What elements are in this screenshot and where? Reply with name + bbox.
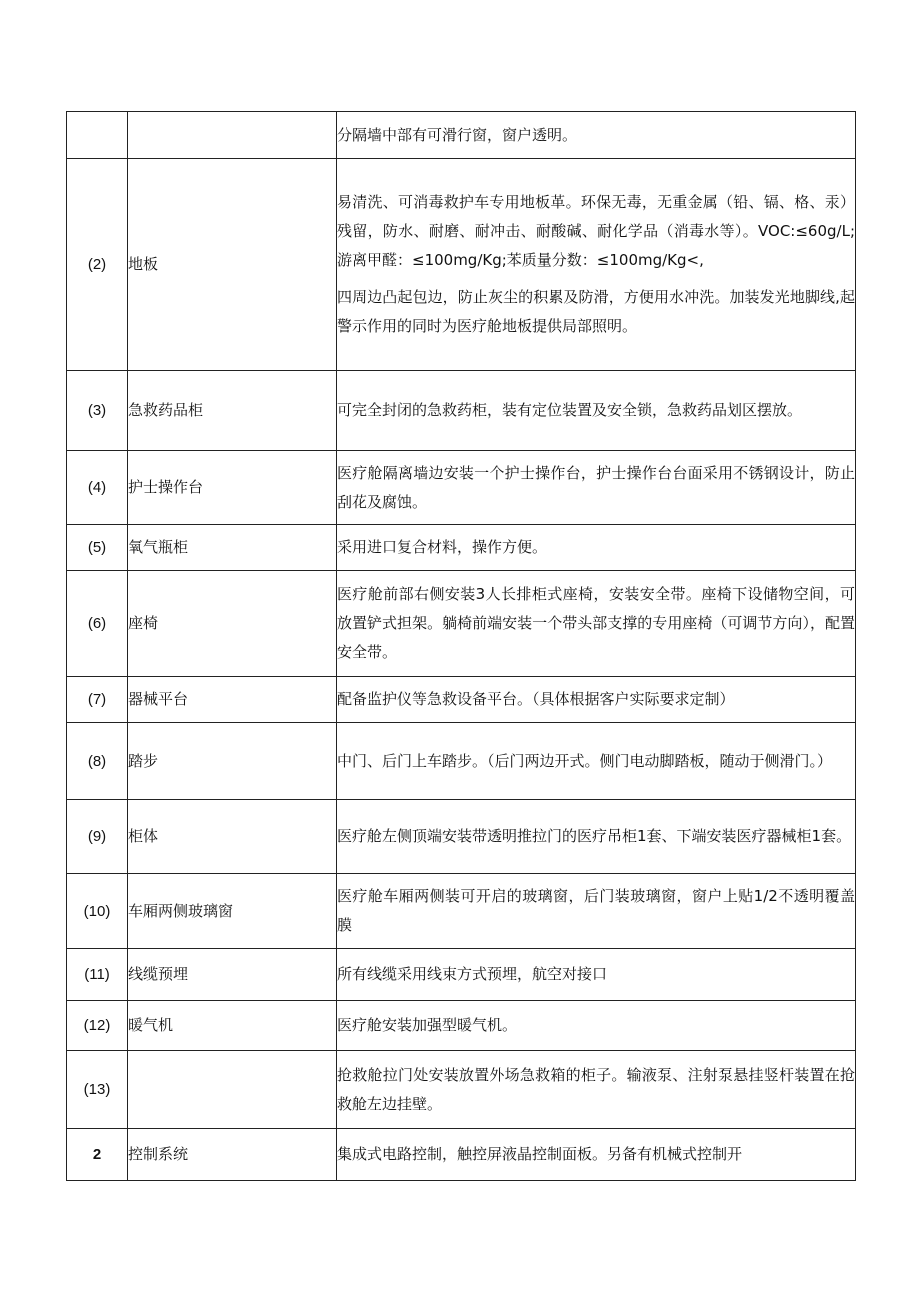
description-paragraph: 配备监护仪等急救设备平台。（具体根据客户实际要求定制） <box>337 690 735 708</box>
description-paragraph: 集成式电路控制，触控屏液晶控制面板。另备有机械式控制开 <box>337 1145 743 1163</box>
item-description <box>337 371 856 451</box>
item-number: (2) <box>67 159 128 371</box>
table-row <box>67 159 856 371</box>
description-paragraph: 医疗舱安装加强型暖气机。 <box>337 1016 518 1034</box>
description-paragraph: 采用进口复合材料，操作方便。 <box>337 538 548 556</box>
item-name: 线缆预埋 <box>128 949 337 1001</box>
item-number: (12) <box>67 1001 128 1051</box>
item-name: 暖气机 <box>128 1001 337 1051</box>
spec-table-body <box>67 112 856 1181</box>
table-row <box>67 1129 856 1181</box>
table-row <box>67 874 856 949</box>
table-row <box>67 525 856 571</box>
item-number: (3) <box>67 371 128 451</box>
table-row <box>67 451 856 525</box>
table-row <box>67 1001 856 1051</box>
description-paragraph: 抢救舱拉门处安装放置外场急救箱的柜子。输液泵、注射泵悬挂竖杆装置在抢救舱左边挂壁。 <box>337 1065 855 1113</box>
table-row <box>67 723 856 800</box>
table-row <box>67 677 856 723</box>
item-name: 车厢两侧玻璃窗 <box>128 874 337 949</box>
item-description <box>337 451 856 525</box>
item-description <box>337 159 856 371</box>
description-paragraph: 易清洗、可消毒救护车专用地板革。环保无毒，无重金属（铅、镉、格、汞）残留，防水、耐磨、耐冲击、耐酸碱、耐化学品（消毒水等）。VOC:≤60g∕L;游离甲醛：≤100mg∕Kg;苯质量分数：≤100mg∕Kg<, <box>337 193 855 269</box>
item-number: (6) <box>67 571 128 677</box>
item-name: 器械平台 <box>128 677 337 723</box>
item-name: 氧气瓶柜 <box>128 525 337 571</box>
item-name <box>128 1051 337 1129</box>
item-description <box>337 571 856 677</box>
description-paragraph: 医疗舱隔离墙边安装一个护士操作台，护士操作台台面采用不锈钢设计，防止刮花及腐蚀。 <box>337 463 855 511</box>
item-number: (8) <box>67 723 128 800</box>
description-paragraph: 所有线缆采用线束方式预埋，航空对接口 <box>337 965 608 983</box>
item-description <box>337 677 856 723</box>
description-paragraph: 医疗舱车厢两侧装可开启的玻璃窗，后门装玻璃窗，窗户上贴1/2不透明覆盖膜 <box>337 887 855 934</box>
description-paragraph: 四周边凸起包边，防止灰尘的积累及防滑，方便用水冲洗。加装发光地脚线,起警示作用的同时为医疗舱地板提供局部照明。 <box>337 288 855 335</box>
item-number: (4) <box>67 451 128 525</box>
item-name: 护士操作台 <box>128 451 337 525</box>
item-number: (13) <box>67 1051 128 1129</box>
table-row <box>67 112 856 159</box>
item-name: 急救药品柜 <box>128 371 337 451</box>
item-description <box>337 874 856 949</box>
item-description <box>337 723 856 800</box>
item-description <box>337 800 856 874</box>
table-row <box>67 1051 856 1129</box>
item-description <box>337 525 856 571</box>
description-paragraph: 中门、后门上车踏步。（后门两边开式。侧门电动脚踏板，随动于侧滑门。） <box>337 751 833 770</box>
item-number: (7) <box>67 677 128 723</box>
item-name <box>128 112 337 159</box>
item-name: 踏步 <box>128 723 337 800</box>
item-description <box>337 1129 856 1181</box>
table-row <box>67 949 856 1001</box>
item-description <box>337 112 856 159</box>
item-number: (5) <box>67 525 128 571</box>
item-number: (11) <box>67 949 128 1001</box>
item-description <box>337 949 856 1001</box>
table-row <box>67 371 856 451</box>
description-paragraph: 医疗舱前部右侧安装3人长排柜式座椅，安装安全带。座椅下设储物空间，可放置铲式担架。躺椅前端安装一个带头部支撑的专用座椅（可调节方向），配置安全带。 <box>337 585 855 661</box>
item-description <box>337 1051 856 1129</box>
item-description <box>337 1001 856 1051</box>
item-name: 控制系统 <box>128 1129 337 1181</box>
description-paragraph: 分隔墙中部有可滑行窗，窗户透明。 <box>337 125 578 144</box>
item-name: 座椅 <box>128 571 337 677</box>
item-name: 柜体 <box>128 800 337 874</box>
table-row <box>67 800 856 874</box>
spec-table <box>66 111 856 1181</box>
item-number: (10) <box>67 874 128 949</box>
description-paragraph: 可完全封闭的急救药柜，装有定位装置及安全锁，急救药品划区摆放。 <box>337 401 803 419</box>
item-number: 2 <box>67 1129 128 1181</box>
item-number <box>67 112 128 159</box>
item-number: (9) <box>67 800 128 874</box>
description-paragraph: 医疗舱左侧顶端安装带透明推拉门的医疗吊柜1套、下端安装医疗器械柜1套。 <box>337 827 852 845</box>
table-row <box>67 571 856 677</box>
item-name: 地板 <box>128 159 337 371</box>
